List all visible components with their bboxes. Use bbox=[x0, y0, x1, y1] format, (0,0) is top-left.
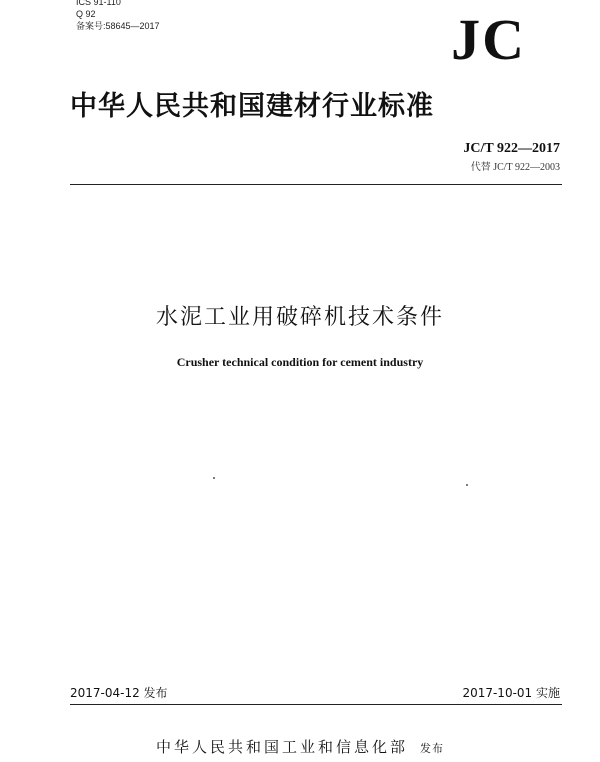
scan-speck bbox=[466, 484, 468, 486]
ics-number: ICS 91-110 bbox=[76, 0, 121, 7]
class-code: Q 92 bbox=[76, 9, 96, 19]
scan-speck bbox=[213, 477, 215, 479]
document-title-english: Crusher technical condition for cement industry bbox=[176, 355, 424, 369]
replaces-standard: 代替 JC/T 922—2003 bbox=[470, 162, 560, 173]
classification-block bbox=[76, 0, 160, 32]
publisher-name: 中华人民共和国工业和信息化部 bbox=[155, 738, 408, 756]
publisher-line bbox=[0, 736, 600, 757]
issue-date: 2017-04-12 发布 bbox=[70, 686, 168, 700]
record-number: 备案号:58645—2017 bbox=[76, 21, 160, 31]
bottom-divider bbox=[70, 704, 562, 705]
document-title-chinese: 水泥工业用破碎机技术条件 bbox=[155, 305, 444, 330]
jc-logo: JC bbox=[451, 7, 526, 72]
publisher-suffix: 发布 bbox=[420, 742, 444, 755]
top-divider bbox=[70, 184, 562, 185]
standard-category-title: 中华人民共和国建材行业标准 bbox=[70, 91, 434, 122]
standard-code: JC/T 922—2017 bbox=[463, 141, 560, 156]
implementation-date: 2017-10-01 实施 bbox=[462, 686, 560, 700]
